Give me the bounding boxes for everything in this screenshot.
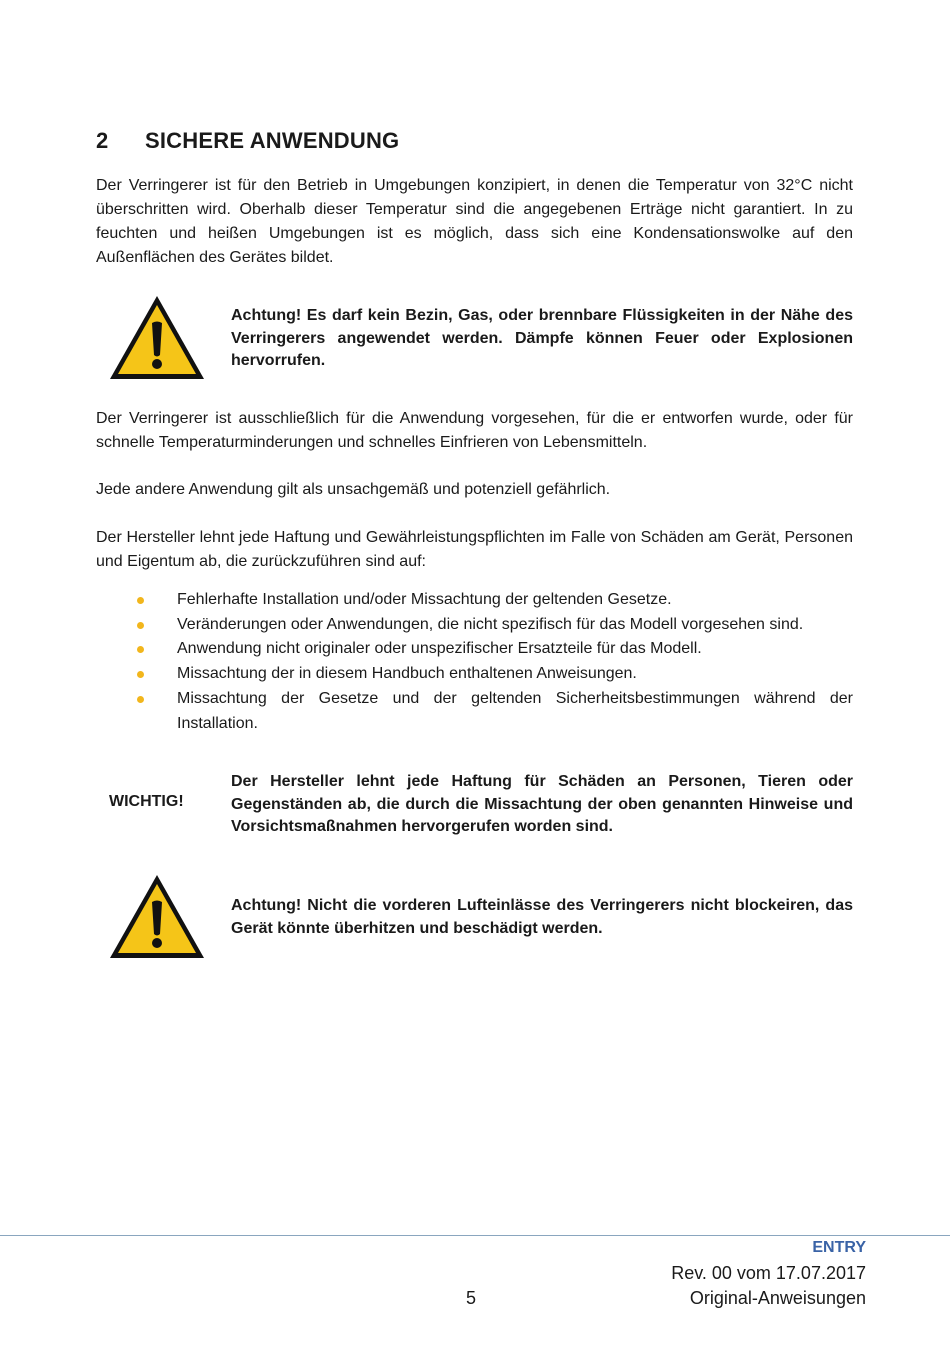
- list-item: Veränderungen oder Anwendungen, die nicht spezifisch für das Modell vorgesehen sind.: [96, 613, 853, 638]
- bullet-icon: [137, 696, 144, 703]
- bullet-icon: [137, 622, 144, 629]
- footer-divider: [0, 1235, 950, 1236]
- list-item: Fehlerhafte Installation und/oder Missachtung der geltenden Gesetze.: [96, 588, 853, 613]
- list-item: Missachtung der Gesetze und der geltenden Sicherheitsbestimmungen während der Installation.: [96, 687, 853, 736]
- footer-revision: Rev. 00 vom 17.07.2017: [671, 1263, 866, 1283]
- section-number: 2: [96, 128, 109, 153]
- list-item: Missachtung der in diesem Handbuch enthaltenen Anweisungen.: [96, 662, 853, 687]
- warning-triangle-icon: [107, 872, 207, 962]
- footer-doc-type: Original-Anweisungen: [689, 1288, 866, 1308]
- bullet-icon: [137, 597, 144, 604]
- other-use-paragraph: Jede andere Anwendung gilt als unsachgemäß und potenziell gefährlich.: [96, 481, 611, 498]
- warning-text-air-inlets: Achtung! Nicht die vorderen Lufteinlässe des Verringerers nicht blockeiren, das Gerät könnte überhitzen und beschädigt werden.: [231, 897, 853, 937]
- liability-paragraph: Der Hersteller lehnt jede Haftung und Gewährleistungspflichten im Falle von Schäden am Gerät, Personen und Eigentum ab, die zurückzuführen sind auf:: [96, 529, 853, 570]
- important-text: Der Hersteller lehnt jede Haftung für Schäden an Personen, Tieren oder Gegenständen ab, die durch die Missachtung der oben genannten Hinweise und Vorsichtsmaßnahmen hervorgerufen worden sind.: [231, 773, 853, 835]
- important-label: WICHTIG!: [109, 793, 184, 810]
- liability-bullet-list: [96, 588, 853, 736]
- bullet-icon: [137, 646, 144, 653]
- intro-paragraph: Der Verringerer ist für den Betrieb in Umgebungen konzipiert, in denen die Temperatur von 32°C nicht überschritten wird. Oberhalb dieser Temperatur sind die angegebenen Erträge nicht garantiert. In zu feuchten und heißen Umgebungen ist es möglich, dass sich eine Kondensationswolke auf den Außenflächen des Gerätes bildet.: [96, 177, 853, 266]
- intended-use-paragraph: Der Verringerer ist ausschließlich für die Anwendung vorgesehen, für die er entworfen wurde, oder für schnelle Temperaturminderungen und schnelles Einfrieren von Lebensmitteln.: [96, 410, 853, 451]
- footer-brand: ENTRY: [812, 1239, 866, 1256]
- bullet-icon: [137, 671, 144, 678]
- section-heading: [96, 128, 399, 154]
- section-title: SICHERE ANWENDUNG: [145, 128, 400, 153]
- page-number: 5: [466, 1288, 477, 1308]
- warning-text-fuel: Achtung! Es darf kein Bezin, Gas, oder brennbare Flüssigkeiten in der Nähe des Verringerers angewendet werden. Dämpfe können Feuer oder Explosionen hervorrufen.: [231, 307, 853, 369]
- warning-triangle-icon: [107, 293, 207, 383]
- list-item: Anwendung nicht originaler oder unspezifischer Ersatzteile für das Modell.: [96, 637, 853, 662]
